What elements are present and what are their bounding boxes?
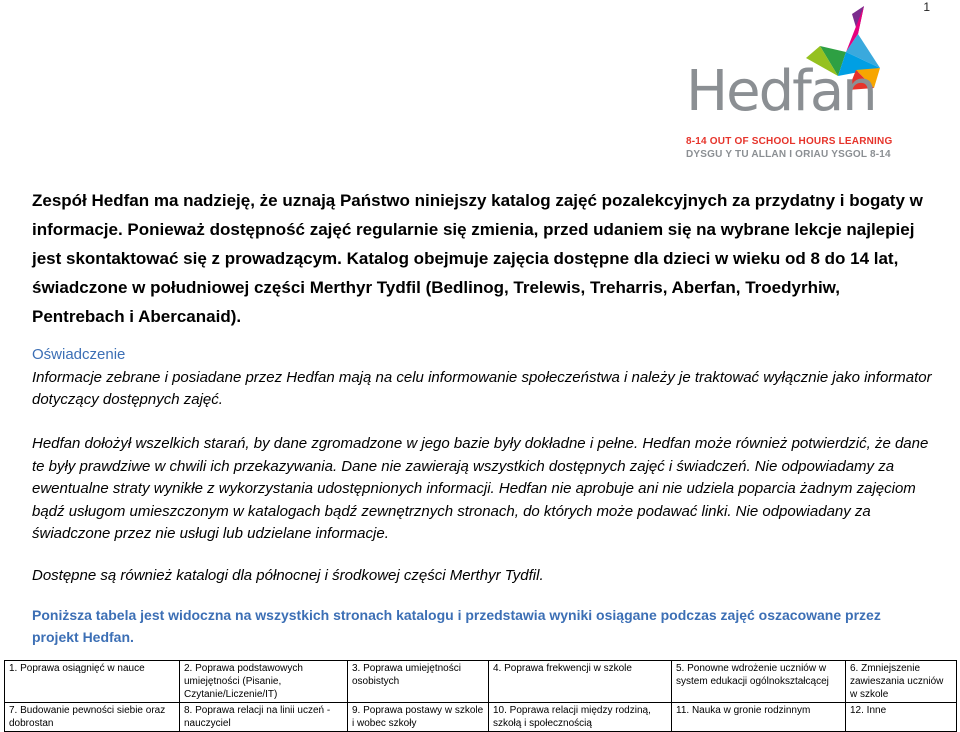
outcome-cell: 3. Poprawa umiejętności osobistych bbox=[348, 661, 489, 703]
intro-paragraph: Zespół Hedfan ma nadzieję, że uznają Państwo niniejszy katalog zajęć pozalekcyjnych za przydatny i bogaty w informacje. Ponieważ dostępność zajęć regularnie się zmienia, przed udaniem się na wybrane lekcje najlepiej jest skontaktować się z prowadzącym. Katalog obejmuje zajęcia dostępne dla dzieci w wieku od 8 do 14 lat, świadczone w południowej części Merthyr Tydfil (Bedlinog, Trelewis, Treharris, Aberfan, Troedyrhiw, Pentrebach i Abercanaid). bbox=[32, 191, 923, 326]
page-number: 1 bbox=[923, 0, 930, 14]
disclaimer-paragraph-3: Dostępne są również katalogi dla północnej i środkowej części Merthyr Tydfil. bbox=[32, 567, 544, 584]
outcome-cell: 7. Budowanie pewności siebie oraz dobrostan bbox=[5, 703, 180, 732]
outcome-cell: 8. Poprawa relacji na linii uczeń - nauczyciel bbox=[180, 703, 348, 732]
outcome-cell: 5. Ponowne wdrożenie uczniów w system edukacji ogólnokształcącej bbox=[672, 661, 846, 703]
table-row bbox=[5, 703, 957, 732]
table-row bbox=[5, 661, 957, 703]
disclaimer-paragraph-1: Informacje zebrane i posiadane przez Hedfan mają na celu informowanie społeczeństwa i należy je traktować wyłącznie jako informator dotyczący dostępnych zajęć. bbox=[32, 368, 932, 408]
outcome-cell: 6. Zmniejszenie zawieszania uczniów w szkole bbox=[846, 661, 957, 703]
outcome-cell: 11. Nauka w gronie rodzinnym bbox=[672, 703, 846, 732]
disclaimer-section bbox=[32, 344, 932, 412]
outcome-cell: 9. Poprawa postawy w szkole i wobec szkoły bbox=[348, 703, 489, 732]
logo-tagline-welsh: DYSGU Y TU ALLAN I ORIAU YSGOL 8-14 bbox=[686, 149, 891, 160]
disclaimer-paragraph-2: Hedfan dołożył wszelkich starań, by dane zgromadzone w jego bazie były dokładne i pełne. Hedfan może również potwierdzić, że dane te były prawdziwe w chwili ich przekazywania. Dane nie zawierają wszystkich dostępnych zajęć i świadczeń. Nie odpowiadamy za ewentualne straty wynikłe z wykorzystania udostępnionych informacji. Hedfan nie aprobuje ani nie udziela poparcia żadnym zajęciom bądź usługom umieszczonym w katalogach bądź zewnętrznych stronach, do których może podawać linki. Nie odpowiadany za świadczone przez nie usługi lub udzielane informacje. bbox=[32, 435, 929, 542]
outcome-cell: 10. Poprawa relacji między rodziną, szkołą i społecznością bbox=[489, 703, 672, 732]
table-note: Poniższa tabela jest widoczna na wszystkich stronach katalogu i przedstawia wyniki osiągane podczas zajęć oszacowane przez projekt Hedfan. bbox=[32, 607, 881, 645]
logo-tagline-english: 8-14 OUT OF SCHOOL HOURS LEARNING bbox=[686, 136, 893, 147]
outcomes-table bbox=[4, 660, 957, 732]
outcome-cell: 4. Poprawa frekwencji w szkole bbox=[489, 661, 672, 703]
logo-wordmark: Hedfan bbox=[686, 59, 876, 124]
outcome-cell: 12. Inne bbox=[846, 703, 957, 732]
outcome-cell: 1. Poprawa osiągnięć w nauce bbox=[5, 661, 180, 703]
disclaimer-title: Oświadczenie bbox=[32, 346, 126, 363]
hedfan-logo bbox=[680, 6, 950, 166]
outcome-cell: 2. Poprawa podstawowych umiejętności (Pisanie, Czytanie/Liczenie/IT) bbox=[180, 661, 348, 703]
